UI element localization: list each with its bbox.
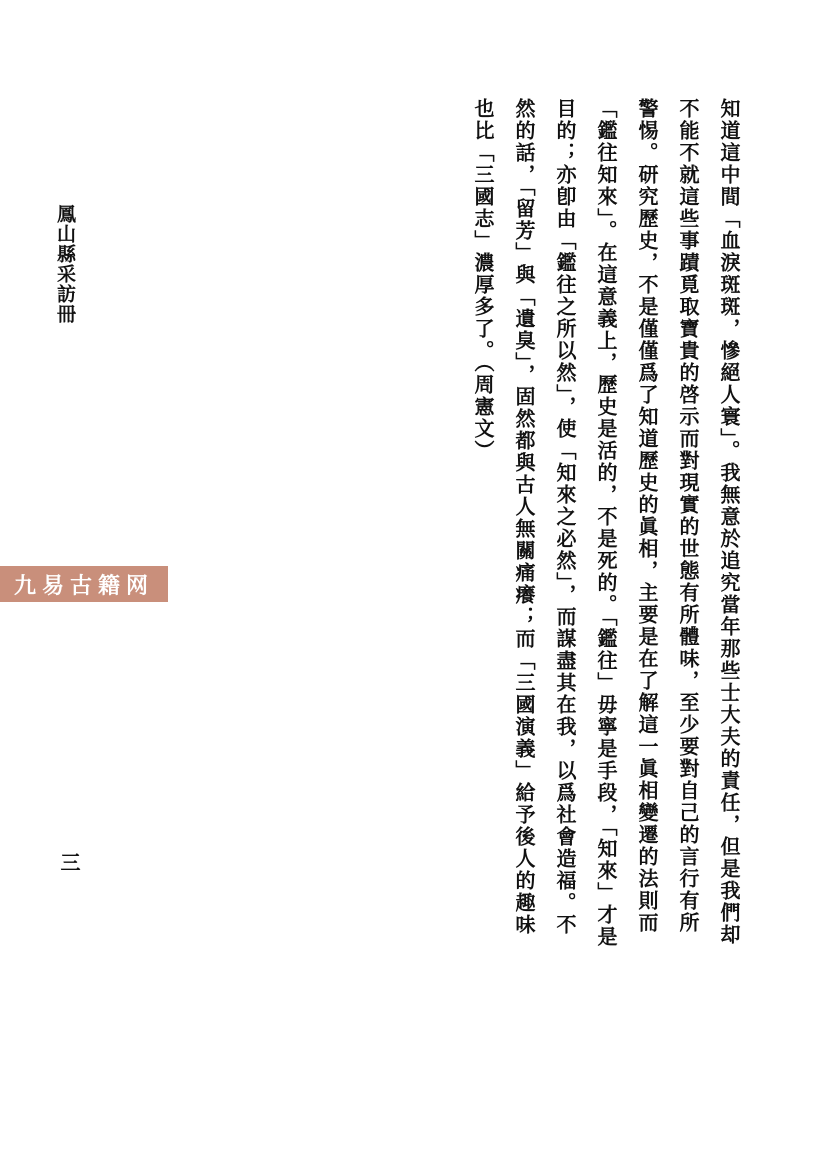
text-column: 「鑑往知來」。在這意義上，歷史是活的，不是死的。「鑑往」毋寧是手段，「知來」才是 xyxy=(594,98,618,948)
running-head: 鳳山縣采訪冊 xyxy=(54,204,76,324)
text-column: 不能不就這些事蹟覓取寶貴的啓示而對現實的世態有所體味，至少要對自己的言行有所 xyxy=(676,98,700,934)
watermark-banner xyxy=(0,566,168,602)
body-text xyxy=(462,98,749,1078)
text-column: 知道這中間「血淚斑斑，慘絕人寰」。我無意於追究當年那些士大夫的責任，但是我們却 xyxy=(717,98,741,946)
text-column: 警惕。研究歷史，不是僅僅爲了知道歷史的眞相，主要是在了解這一眞相變遷的法則而 xyxy=(635,98,659,934)
page-number: 三 xyxy=(57,852,81,872)
text-column: 然的話，「留芳」與「遺臭」，固然都與古人無關痛癢；而「三國演義」給予後人的趣味 xyxy=(512,98,536,936)
text-column: 目的；亦卽由「鑑往之所以然」，使「知來之必然」，而謀盡其在我，以爲社會造福。不 xyxy=(553,98,577,936)
text-column: 也比「三國志」濃厚多了。（周憲文） xyxy=(471,98,495,462)
watermark-text: 九易古籍网 xyxy=(13,572,154,599)
